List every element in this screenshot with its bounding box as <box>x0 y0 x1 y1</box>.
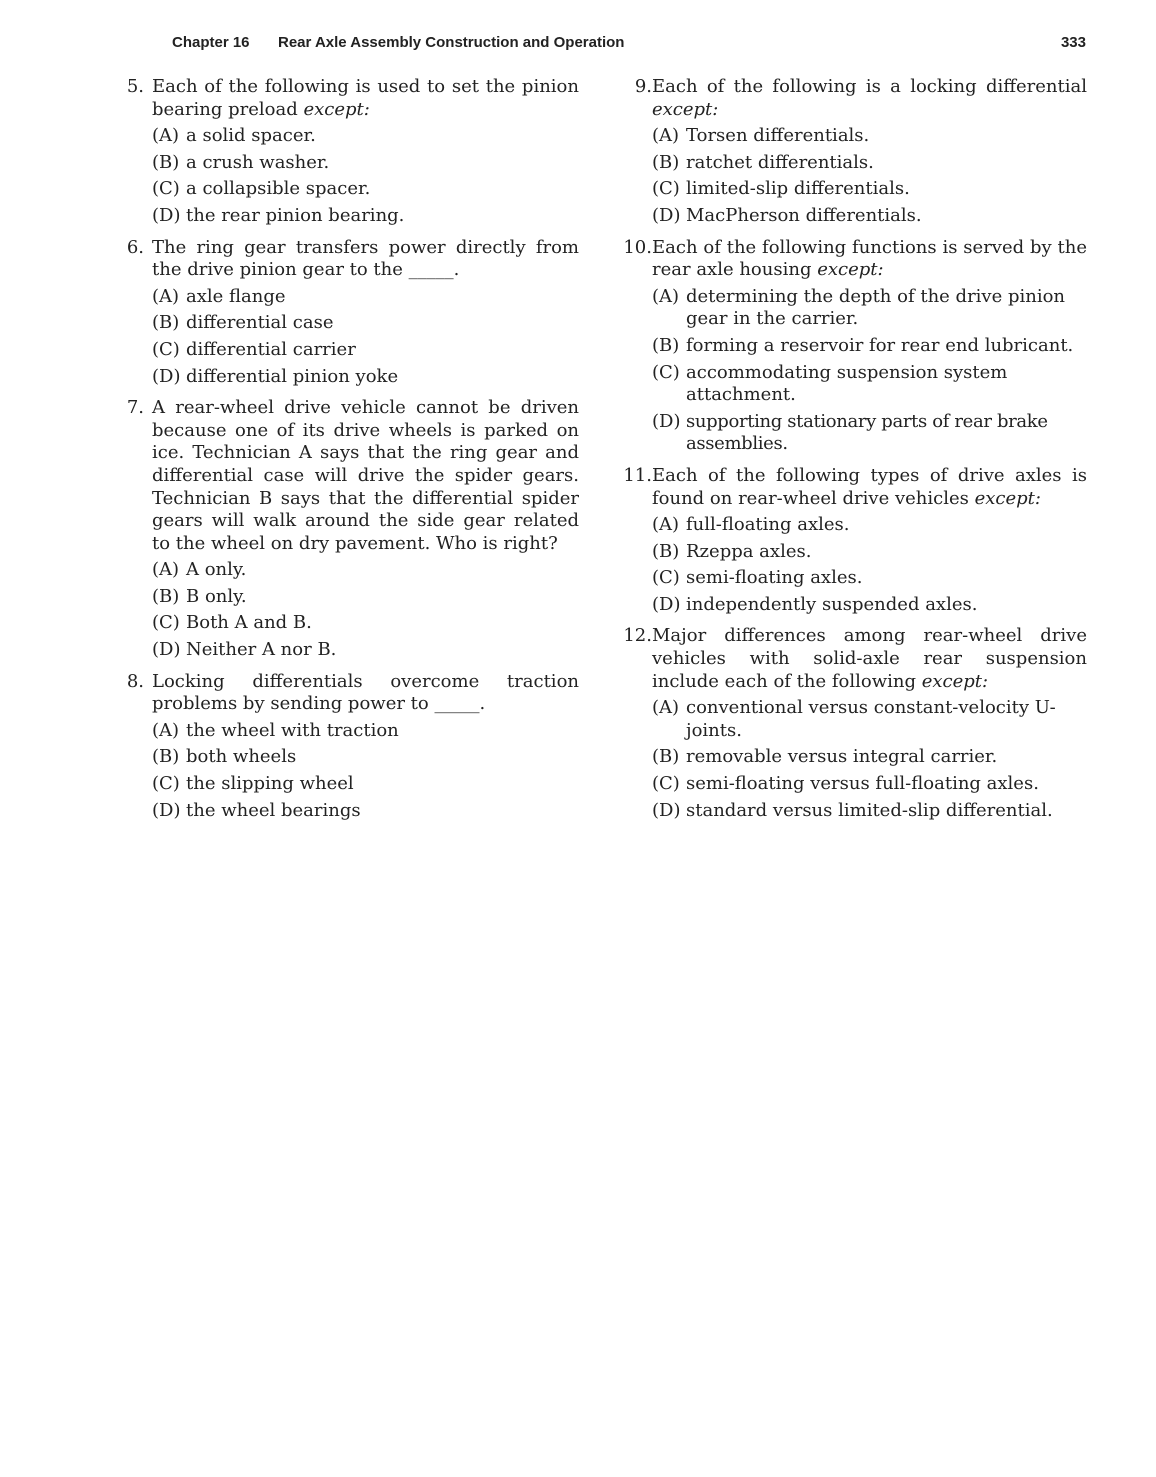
question-stem <box>152 76 579 121</box>
question-stem <box>652 465 1087 510</box>
option-label: (C) <box>652 567 680 589</box>
option-label: (D) <box>652 799 681 821</box>
question-number: 8. <box>126 670 144 692</box>
option-text: a solid spacer. <box>186 125 316 147</box>
option-text: semi-floating axles. <box>686 567 863 589</box>
option-text: MacPherson differentials. <box>686 204 922 226</box>
option-label: (A) <box>652 697 680 719</box>
option-c <box>152 773 579 796</box>
option-label: (B) <box>152 746 180 768</box>
option-label: (C) <box>652 773 680 795</box>
option-text: semi-floating versus full-floating axles. <box>686 773 1039 795</box>
option-text: full-floating axles. <box>686 514 850 536</box>
stem-emphasis: except: <box>652 98 719 120</box>
option-text: forming a reservoir for rear end lubricant. <box>686 334 1074 356</box>
question-stem <box>152 397 579 555</box>
option-text: Rzeppa axles. <box>686 540 812 562</box>
stem-text: Major differences among rear-wheel drive vehicles with solid-axle rear suspension include each of the following <box>652 625 1087 692</box>
option-label: (B) <box>652 151 680 173</box>
question-stem <box>652 76 1087 121</box>
stem-text: Each of the following is a locking differential <box>652 76 1087 97</box>
option-b <box>152 312 579 335</box>
stem-emphasis: except: <box>817 259 884 281</box>
option-label: (C) <box>152 612 180 634</box>
option-d <box>152 639 579 662</box>
chapter-title: Rear Axle Assembly Construction and Operation <box>278 34 625 51</box>
stem-emphasis: except: <box>303 98 370 120</box>
option-c <box>152 178 579 201</box>
question-number: 11. <box>623 464 652 486</box>
question-stem <box>152 671 579 716</box>
option-b <box>152 152 579 175</box>
option-label: (A) <box>152 719 180 741</box>
option-c <box>152 339 579 362</box>
option-label: (B) <box>652 334 680 356</box>
option-label: (A) <box>652 285 680 307</box>
option-c <box>652 362 1087 407</box>
option-label: (B) <box>652 540 680 562</box>
question-12 <box>614 625 1087 822</box>
option-b <box>652 746 1087 769</box>
option-text: supporting stationary parts of rear brake assemblies. <box>686 410 1048 455</box>
option-text: independently suspended axles. <box>686 593 978 615</box>
option-b <box>152 586 579 609</box>
question-11 <box>614 465 1087 617</box>
question-number: 7. <box>126 397 144 419</box>
page-header <box>172 34 1086 56</box>
option-b <box>652 335 1087 358</box>
option-c <box>152 612 579 635</box>
option-a <box>152 286 579 309</box>
option-label: (C) <box>652 361 680 383</box>
stem-text: Locking differentials overcome traction problems by sending power to _____. <box>152 670 579 715</box>
stem-text: A rear-wheel drive vehicle cannot be driven because one of its drive wheels is parked on ice. Technician A says that the ring gear and differential case will drive the spider gears. Technician B says that the differential spider gears will walk around the side gear related to the wheel on dry pavement. Who is right? <box>152 397 579 554</box>
question-8 <box>116 671 579 823</box>
option-a <box>652 125 1087 148</box>
right-column <box>614 76 1087 831</box>
option-label: (D) <box>152 204 181 226</box>
option-a <box>652 514 1087 537</box>
option-text: Both A and B. <box>186 612 312 634</box>
question-6 <box>116 237 579 389</box>
option-label: (D) <box>652 593 681 615</box>
option-text: differential pinion yoke <box>186 365 399 387</box>
option-text: limited-slip differentials. <box>686 178 910 200</box>
question-5 <box>116 76 579 228</box>
stem-emphasis: except: <box>921 670 989 692</box>
option-text: accommodating suspension system attachment. <box>686 361 1008 406</box>
option-d <box>652 800 1087 823</box>
option-label: (B) <box>152 585 180 607</box>
option-text: the slipping wheel <box>186 773 354 795</box>
option-text: removable versus integral carrier. <box>686 746 998 768</box>
option-label: (C) <box>652 178 680 200</box>
option-d <box>152 800 579 823</box>
stem-text: Each of the following functions is served by the rear axle housing <box>652 236 1087 281</box>
option-label: (A) <box>652 125 680 147</box>
option-label: (B) <box>652 746 680 768</box>
chapter-label: Chapter 16 <box>172 34 250 51</box>
option-label: (A) <box>152 285 180 307</box>
option-b <box>152 746 579 769</box>
option-label: (B) <box>152 151 180 173</box>
option-a <box>152 125 579 148</box>
option-label: (C) <box>152 178 180 200</box>
question-number: 12. <box>623 625 652 647</box>
option-label: (D) <box>152 365 181 387</box>
option-d <box>652 594 1087 617</box>
option-text: the wheel with traction <box>186 719 399 741</box>
question-number: 10. <box>623 236 652 258</box>
option-text: A only. <box>186 559 247 581</box>
option-a <box>152 720 579 743</box>
option-text: standard versus limited-slip differential. <box>686 799 1053 821</box>
option-text: conventional versus constant-velocity U-joints. <box>686 697 1056 741</box>
option-a <box>652 286 1087 331</box>
option-label: (C) <box>152 773 180 795</box>
option-text: a crush washer. <box>186 151 330 173</box>
option-b <box>652 152 1087 175</box>
option-label: (D) <box>652 204 681 226</box>
stem-text: Each of the following types of drive axles is found on rear-wheel drive vehicles <box>652 464 1087 509</box>
option-text: determining the depth of the drive pinion gear in the carrier. <box>686 285 1066 330</box>
page-number: 333 <box>1060 34 1086 51</box>
option-d <box>652 411 1087 456</box>
option-text: the rear pinion bearing. <box>186 204 405 226</box>
option-text: differential carrier <box>186 338 356 360</box>
option-d <box>152 366 579 389</box>
question-stem <box>652 625 1087 693</box>
option-label: (D) <box>152 799 181 821</box>
option-label: (D) <box>652 410 681 432</box>
option-text: a collapsible spacer. <box>186 178 371 200</box>
option-d <box>152 205 579 228</box>
question-number: 5. <box>126 76 144 97</box>
option-text: ratchet differentials. <box>686 151 874 173</box>
question-7 <box>116 397 579 662</box>
option-text: axle flange <box>186 285 286 307</box>
option-text: Torsen differentials. <box>686 125 870 147</box>
left-column <box>116 76 579 831</box>
question-9 <box>614 76 1087 228</box>
stem-text: Each of the following is used to set the pinion bearing preload <box>152 76 579 120</box>
stem-text: The ring gear transfers power directly from the drive pinion gear to the _____. <box>152 236 579 281</box>
option-b <box>652 541 1087 564</box>
option-label: (A) <box>652 514 680 536</box>
option-d <box>652 205 1087 228</box>
option-c <box>652 567 1087 590</box>
option-label: (A) <box>152 559 180 581</box>
option-text: the wheel bearings <box>186 799 361 821</box>
option-text: B only. <box>186 585 247 607</box>
option-c <box>652 178 1087 201</box>
option-a <box>652 697 1087 742</box>
question-stem <box>652 237 1087 282</box>
question-number: 9. <box>634 76 652 97</box>
option-text: Neither A nor B. <box>186 639 337 661</box>
option-label: (A) <box>152 125 180 147</box>
option-label: (B) <box>152 312 180 334</box>
stem-emphasis: except: <box>974 487 1041 509</box>
option-text: both wheels <box>186 746 297 768</box>
option-label: (D) <box>152 639 181 661</box>
question-number: 6. <box>126 236 144 258</box>
option-c <box>652 773 1087 796</box>
question-stem <box>152 237 579 282</box>
option-a <box>152 559 579 582</box>
question-10 <box>614 237 1087 456</box>
option-label: (C) <box>152 338 180 360</box>
option-text: differential case <box>186 312 334 334</box>
